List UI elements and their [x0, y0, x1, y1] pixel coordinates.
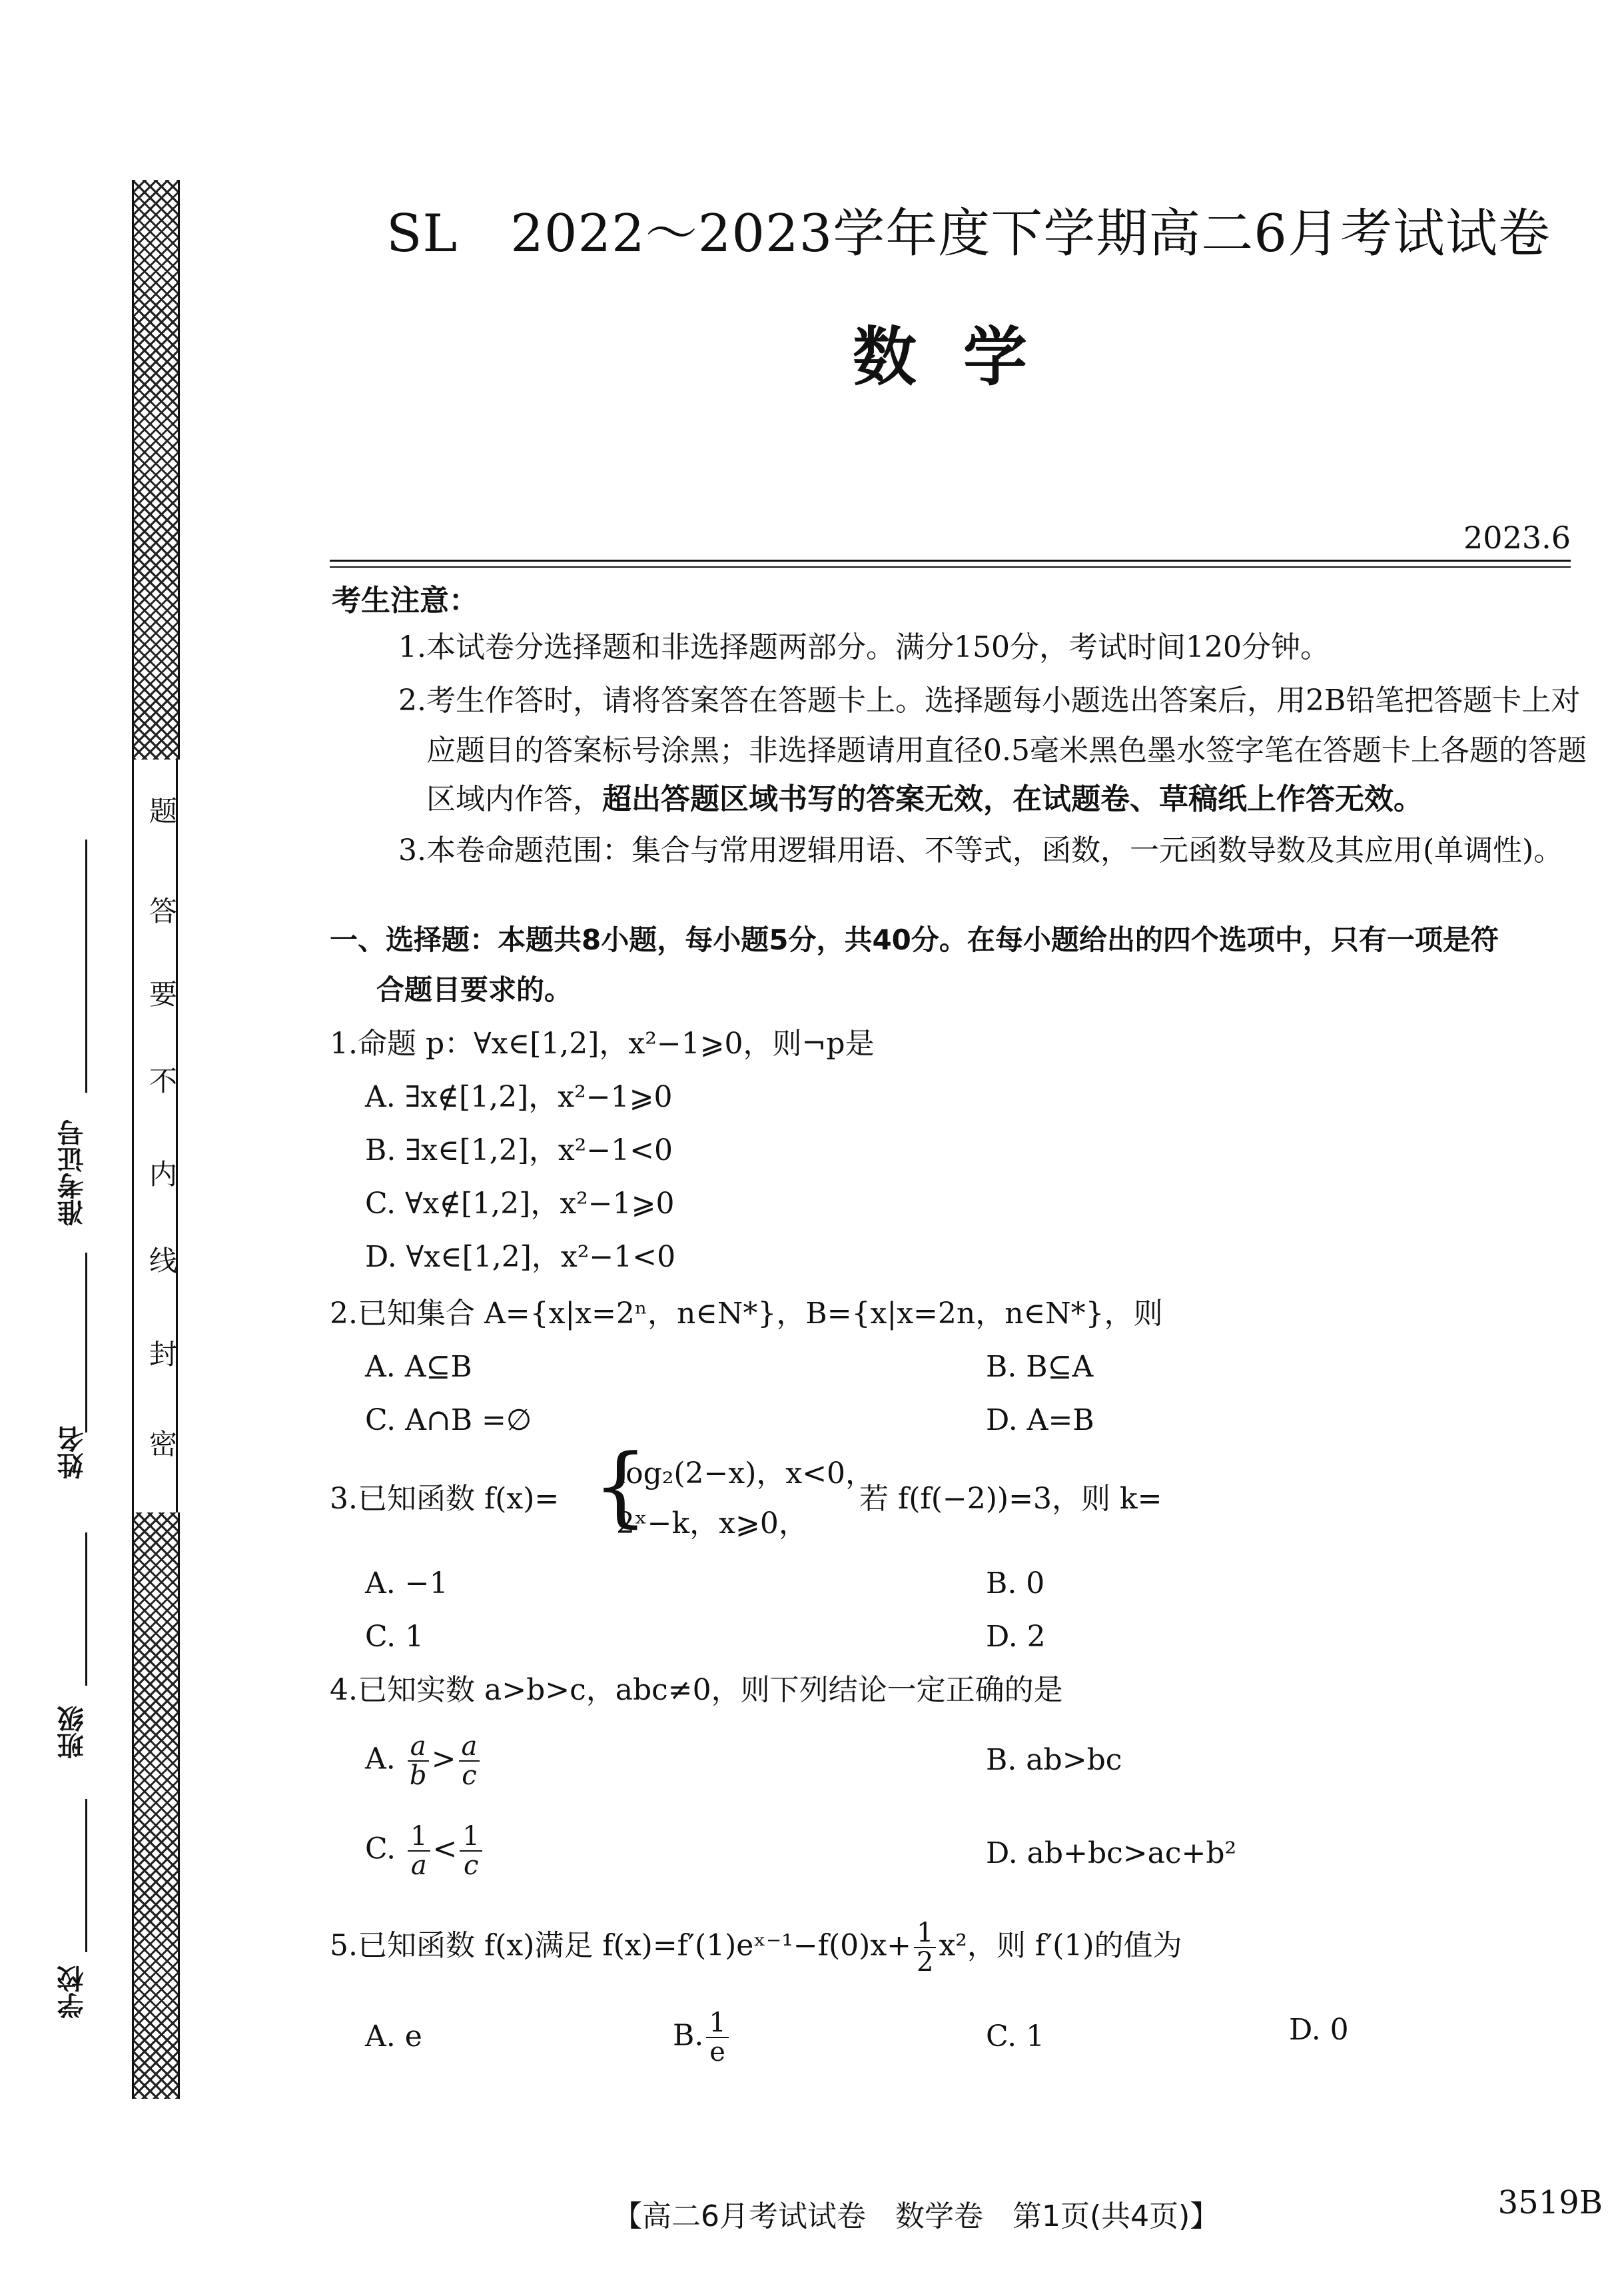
seal-char: 答 — [145, 896, 178, 924]
q1-option-c[interactable]: C. ∀x∉[1,2]，x²−1⩾0 — [365, 1187, 675, 1221]
notice-heading: 考生注意： — [332, 584, 478, 618]
operator: < — [432, 1832, 458, 1866]
denominator: 2 — [917, 1947, 934, 1978]
option-letter: B. — [673, 2018, 704, 2053]
notice-item-3: 3.本卷命题范围：集合与常用逻辑用语、不等式，函数，一元函数导数及其应用(单调性)。 — [398, 834, 1563, 867]
denominator: e — [709, 2037, 725, 2067]
q3-option-c[interactable]: C. 1 — [365, 1620, 424, 1654]
q1-option-d[interactable]: D. ∀x∈[1,2]，x²−1<0 — [365, 1240, 676, 1274]
q3-option-d[interactable]: D. 2 — [986, 1620, 1046, 1654]
q2-stem: 2.已知集合 A={x|x=2ⁿ，n∈N*}，B={x|x=2n，n∈N*}，则 — [330, 1297, 1163, 1331]
q3-case-1: log₂(2−x)，x<0， — [616, 1456, 875, 1490]
q5-option-c[interactable]: C. 1 — [986, 2019, 1045, 2053]
notice-warning: 超出答题区域书写的答案无效，在试题卷、草稿纸上作答无效。 — [602, 782, 1423, 816]
q2-option-b[interactable]: B. B⊆A — [986, 1350, 1094, 1384]
fraction — [459, 1732, 480, 1790]
q2-option-d[interactable]: D. A=B — [986, 1403, 1094, 1437]
q1-option-a[interactable]: A. ∃x∉[1,2]，x²−1⩾0 — [365, 1080, 673, 1114]
q5-stem — [330, 1919, 1182, 1976]
page-footer: 【高二6月考试试卷 数学卷 第1页(共4页)】 — [613, 2199, 1220, 2233]
exam-date: 2023.6 — [1463, 520, 1571, 556]
q3-option-b[interactable]: B. 0 — [986, 1566, 1045, 1600]
class-label: 班级 — [57, 1706, 88, 1759]
name-label: 姓名 — [57, 1426, 88, 1479]
school-label: 学校 — [57, 1966, 88, 2019]
q4-option-c[interactable] — [365, 1822, 485, 1880]
notice-item-2-end — [426, 782, 1423, 816]
numerator: a — [408, 1732, 429, 1762]
q4-stem: 4.已知实数 a>b>c，abc≠0，则下列结论一定正确的是 — [330, 1673, 1063, 1707]
operator: > — [431, 1742, 456, 1776]
numerator: 1 — [706, 2009, 728, 2038]
fraction — [706, 2009, 728, 2066]
q1-option-b[interactable]: B. ∃x∈[1,2]，x²−1<0 — [365, 1133, 673, 1167]
fraction — [408, 1822, 430, 1880]
seal-char: 不 — [145, 1066, 178, 1094]
q2-option-a[interactable]: A. A⊆B — [365, 1350, 472, 1384]
denominator: c — [463, 1850, 479, 1881]
numerator: a — [459, 1732, 480, 1762]
q5-stem-b: x²，则 f′(1)的值为 — [939, 1928, 1182, 1963]
margin-rule — [132, 760, 134, 1512]
class-line[interactable] — [85, 1532, 87, 1686]
q5-option-b[interactable] — [673, 2009, 731, 2066]
q4-option-a[interactable] — [365, 1732, 482, 1790]
seal-char: 密 — [145, 1429, 178, 1457]
header-divider — [330, 560, 1571, 562]
seal-char: 内 — [145, 1159, 178, 1187]
piecewise-brace: { — [593, 1435, 648, 1536]
q4-option-b[interactable]: B. ab>bc — [986, 1743, 1122, 1777]
seal-char: 题 — [145, 796, 178, 824]
margin-rule — [176, 760, 178, 1512]
fraction — [460, 1822, 482, 1880]
q2-option-c[interactable]: C. A∩B =∅ — [365, 1403, 532, 1437]
decorative-border-bottom — [132, 1512, 180, 2099]
notice-item-2: 2.考生作答时，请将答案答在答题卡上。选择题每小题选出答案后，用2B铅笔把答题卡上对 — [398, 684, 1581, 718]
candidate-number-label: 准考证号 — [57, 1119, 88, 1226]
q1-stem: 1.命题 p：∀x∈[1,2]，x²−1⩾0，则¬p是 — [330, 1027, 875, 1061]
fraction — [914, 1919, 936, 1976]
numerator: 1 — [914, 1919, 936, 1948]
header-divider-2 — [330, 566, 1571, 568]
q5-option-d[interactable]: D. 0 — [1289, 2013, 1349, 2047]
candidate-number-line[interactable] — [85, 840, 87, 1093]
seal-char: 线 — [145, 1246, 178, 1274]
q5-option-a[interactable]: A. e — [365, 2019, 422, 2053]
fraction — [408, 1732, 429, 1790]
exam-title: SL 2022～2023学年度下学期高二6月考试试卷 — [386, 204, 1551, 264]
option-letter: C. — [365, 1832, 396, 1866]
q3-option-a[interactable]: A. −1 — [365, 1566, 448, 1600]
name-line[interactable] — [85, 1253, 87, 1433]
notice-item-2-cont: 应题目的答案标号涂黑；非选择题请用直径0.5毫米黑色墨水签字笔在答题卡上各题的答题 — [426, 734, 1587, 768]
denominator: b — [409, 1760, 427, 1791]
seal-char: 封 — [145, 1339, 178, 1367]
school-line[interactable] — [85, 1799, 87, 1952]
subject-title: 数学 — [853, 320, 1074, 394]
section-heading-cont: 合题目要求的。 — [376, 973, 573, 1006]
seal-char: 要 — [145, 979, 178, 1007]
q5-stem-a: 5.已知函数 f(x)满足 f(x)=f′(1)eˣ⁻¹−f(0)x+ — [330, 1928, 911, 1963]
q3-case-2: 2ˣ−k，x⩾0， — [616, 1506, 808, 1540]
notice-item-1: 1.本试卷分选择题和非选择题两部分。满分150分，考试时间120分钟。 — [398, 630, 1330, 664]
paper-code: 3519B — [1497, 2184, 1603, 2221]
q3-stem-suffix: 若 f(f(−2))=3，则 k= — [859, 1482, 1162, 1516]
decorative-border-top — [132, 180, 180, 760]
numerator: 1 — [460, 1822, 482, 1852]
notice-text: 区域内作答， — [426, 782, 602, 816]
numerator: 1 — [408, 1822, 430, 1852]
option-letter: A. — [365, 1742, 396, 1776]
section-heading: 一、选择题：本题共8小题，每小题5分，共40分。在每小题给出的四个选项中，只有一项是符 — [330, 923, 1499, 956]
q3-stem-prefix: 3.已知函数 f(x)= — [330, 1482, 560, 1516]
denominator: c — [462, 1760, 477, 1791]
q4-option-d[interactable]: D. ab+bc>ac+b² — [986, 1836, 1237, 1870]
denominator: a — [410, 1850, 427, 1881]
